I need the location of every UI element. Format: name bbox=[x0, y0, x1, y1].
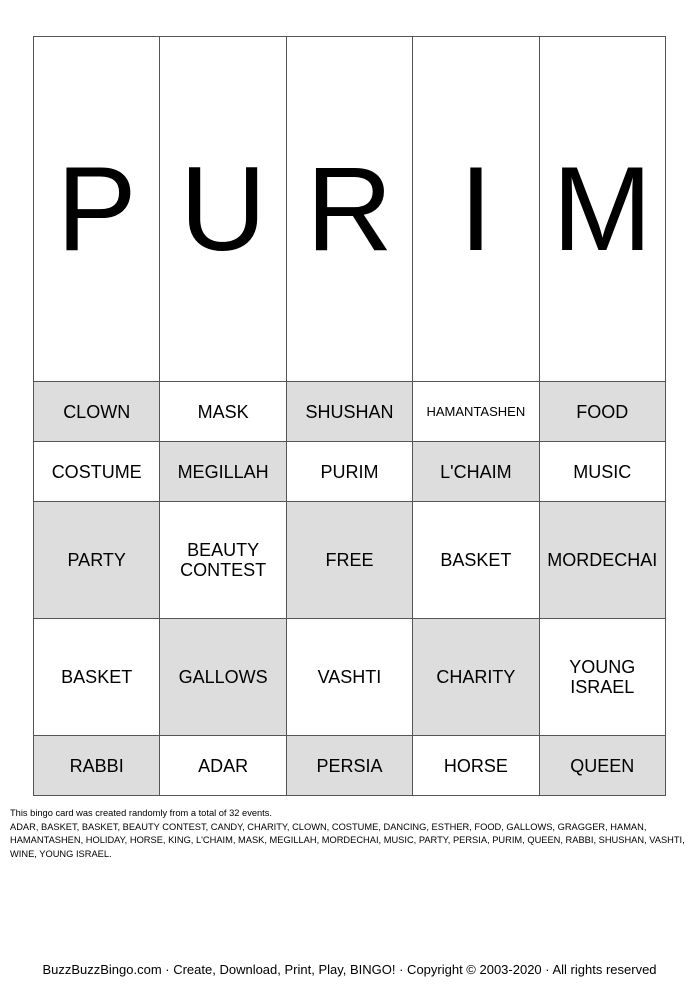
bingo-cell: MASK bbox=[160, 382, 286, 442]
bingo-cell: CHARITY bbox=[413, 619, 539, 736]
notes-event-list: ADAR, BASKET, BASKET, BEAUTY CONTEST, CANDY, CHARITY, CLOWN, COSTUME, DANCING, ESTHER, FOOD, GALLOWS, GRAGGER, HAMAN, HAMANTASHEN, HOLIDAY, HORSE, KING, L'CHAIM, MASK, MEGILLAH, MORDECHAI, MUSIC, PARTY, PERSIA, PURIM, QUEEN, RABBI, SHUSHAN, VASHTI, WINE, YOUNG ISRAEL. bbox=[10, 821, 685, 859]
card-row bbox=[34, 619, 666, 736]
bingo-cell: RABBI bbox=[34, 736, 160, 796]
bingo-cell: BASKET bbox=[413, 502, 539, 619]
bingo-card bbox=[33, 36, 666, 796]
bingo-cell: PERSIA bbox=[286, 736, 412, 796]
bingo-cell: CLOWN bbox=[34, 382, 160, 442]
header-letter-r: R bbox=[286, 37, 412, 382]
card-row bbox=[34, 442, 666, 502]
bingo-cell: COSTUME bbox=[34, 442, 160, 502]
header-row bbox=[34, 37, 666, 382]
bingo-cell: MEGILLAH bbox=[160, 442, 286, 502]
header-letter-m: M bbox=[539, 37, 665, 382]
card-row bbox=[34, 736, 666, 796]
bingo-cell: YOUNG ISRAEL bbox=[539, 619, 665, 736]
bingo-cell: FOOD bbox=[539, 382, 665, 442]
header-letter-i: I bbox=[413, 37, 539, 382]
card-notes bbox=[10, 807, 690, 861]
bingo-cell: BEAUTY CONTEST bbox=[160, 502, 286, 619]
bingo-cell: HORSE bbox=[413, 736, 539, 796]
free-cell: FREE bbox=[286, 502, 412, 619]
card-row bbox=[34, 502, 666, 619]
bingo-cell: BASKET bbox=[34, 619, 160, 736]
bingo-cell: GALLOWS bbox=[160, 619, 286, 736]
bingo-cell: PURIM bbox=[286, 442, 412, 502]
bingo-cell: PARTY bbox=[34, 502, 160, 619]
bingo-cell: MORDECHAI bbox=[539, 502, 665, 619]
bingo-cell: HAMANTASHEN bbox=[413, 382, 539, 442]
notes-intro: This bingo card was created randomly from a total of 32 events. bbox=[10, 808, 272, 818]
header-letter-p: P bbox=[34, 37, 160, 382]
card-row bbox=[34, 382, 666, 442]
bingo-cell: L'CHAIM bbox=[413, 442, 539, 502]
bingo-cell: MUSIC bbox=[539, 442, 665, 502]
bingo-cell: VASHTI bbox=[286, 619, 412, 736]
footer-copyright: BuzzBuzzBingo.com · Create, Download, Print, Play, BINGO! · Copyright © 2003-2020 · All rights reserved bbox=[42, 962, 657, 977]
header-letter-u: U bbox=[160, 37, 286, 382]
bingo-cell: ADAR bbox=[160, 736, 286, 796]
bingo-cell: QUEEN bbox=[539, 736, 665, 796]
bingo-cell: SHUSHAN bbox=[286, 382, 412, 442]
